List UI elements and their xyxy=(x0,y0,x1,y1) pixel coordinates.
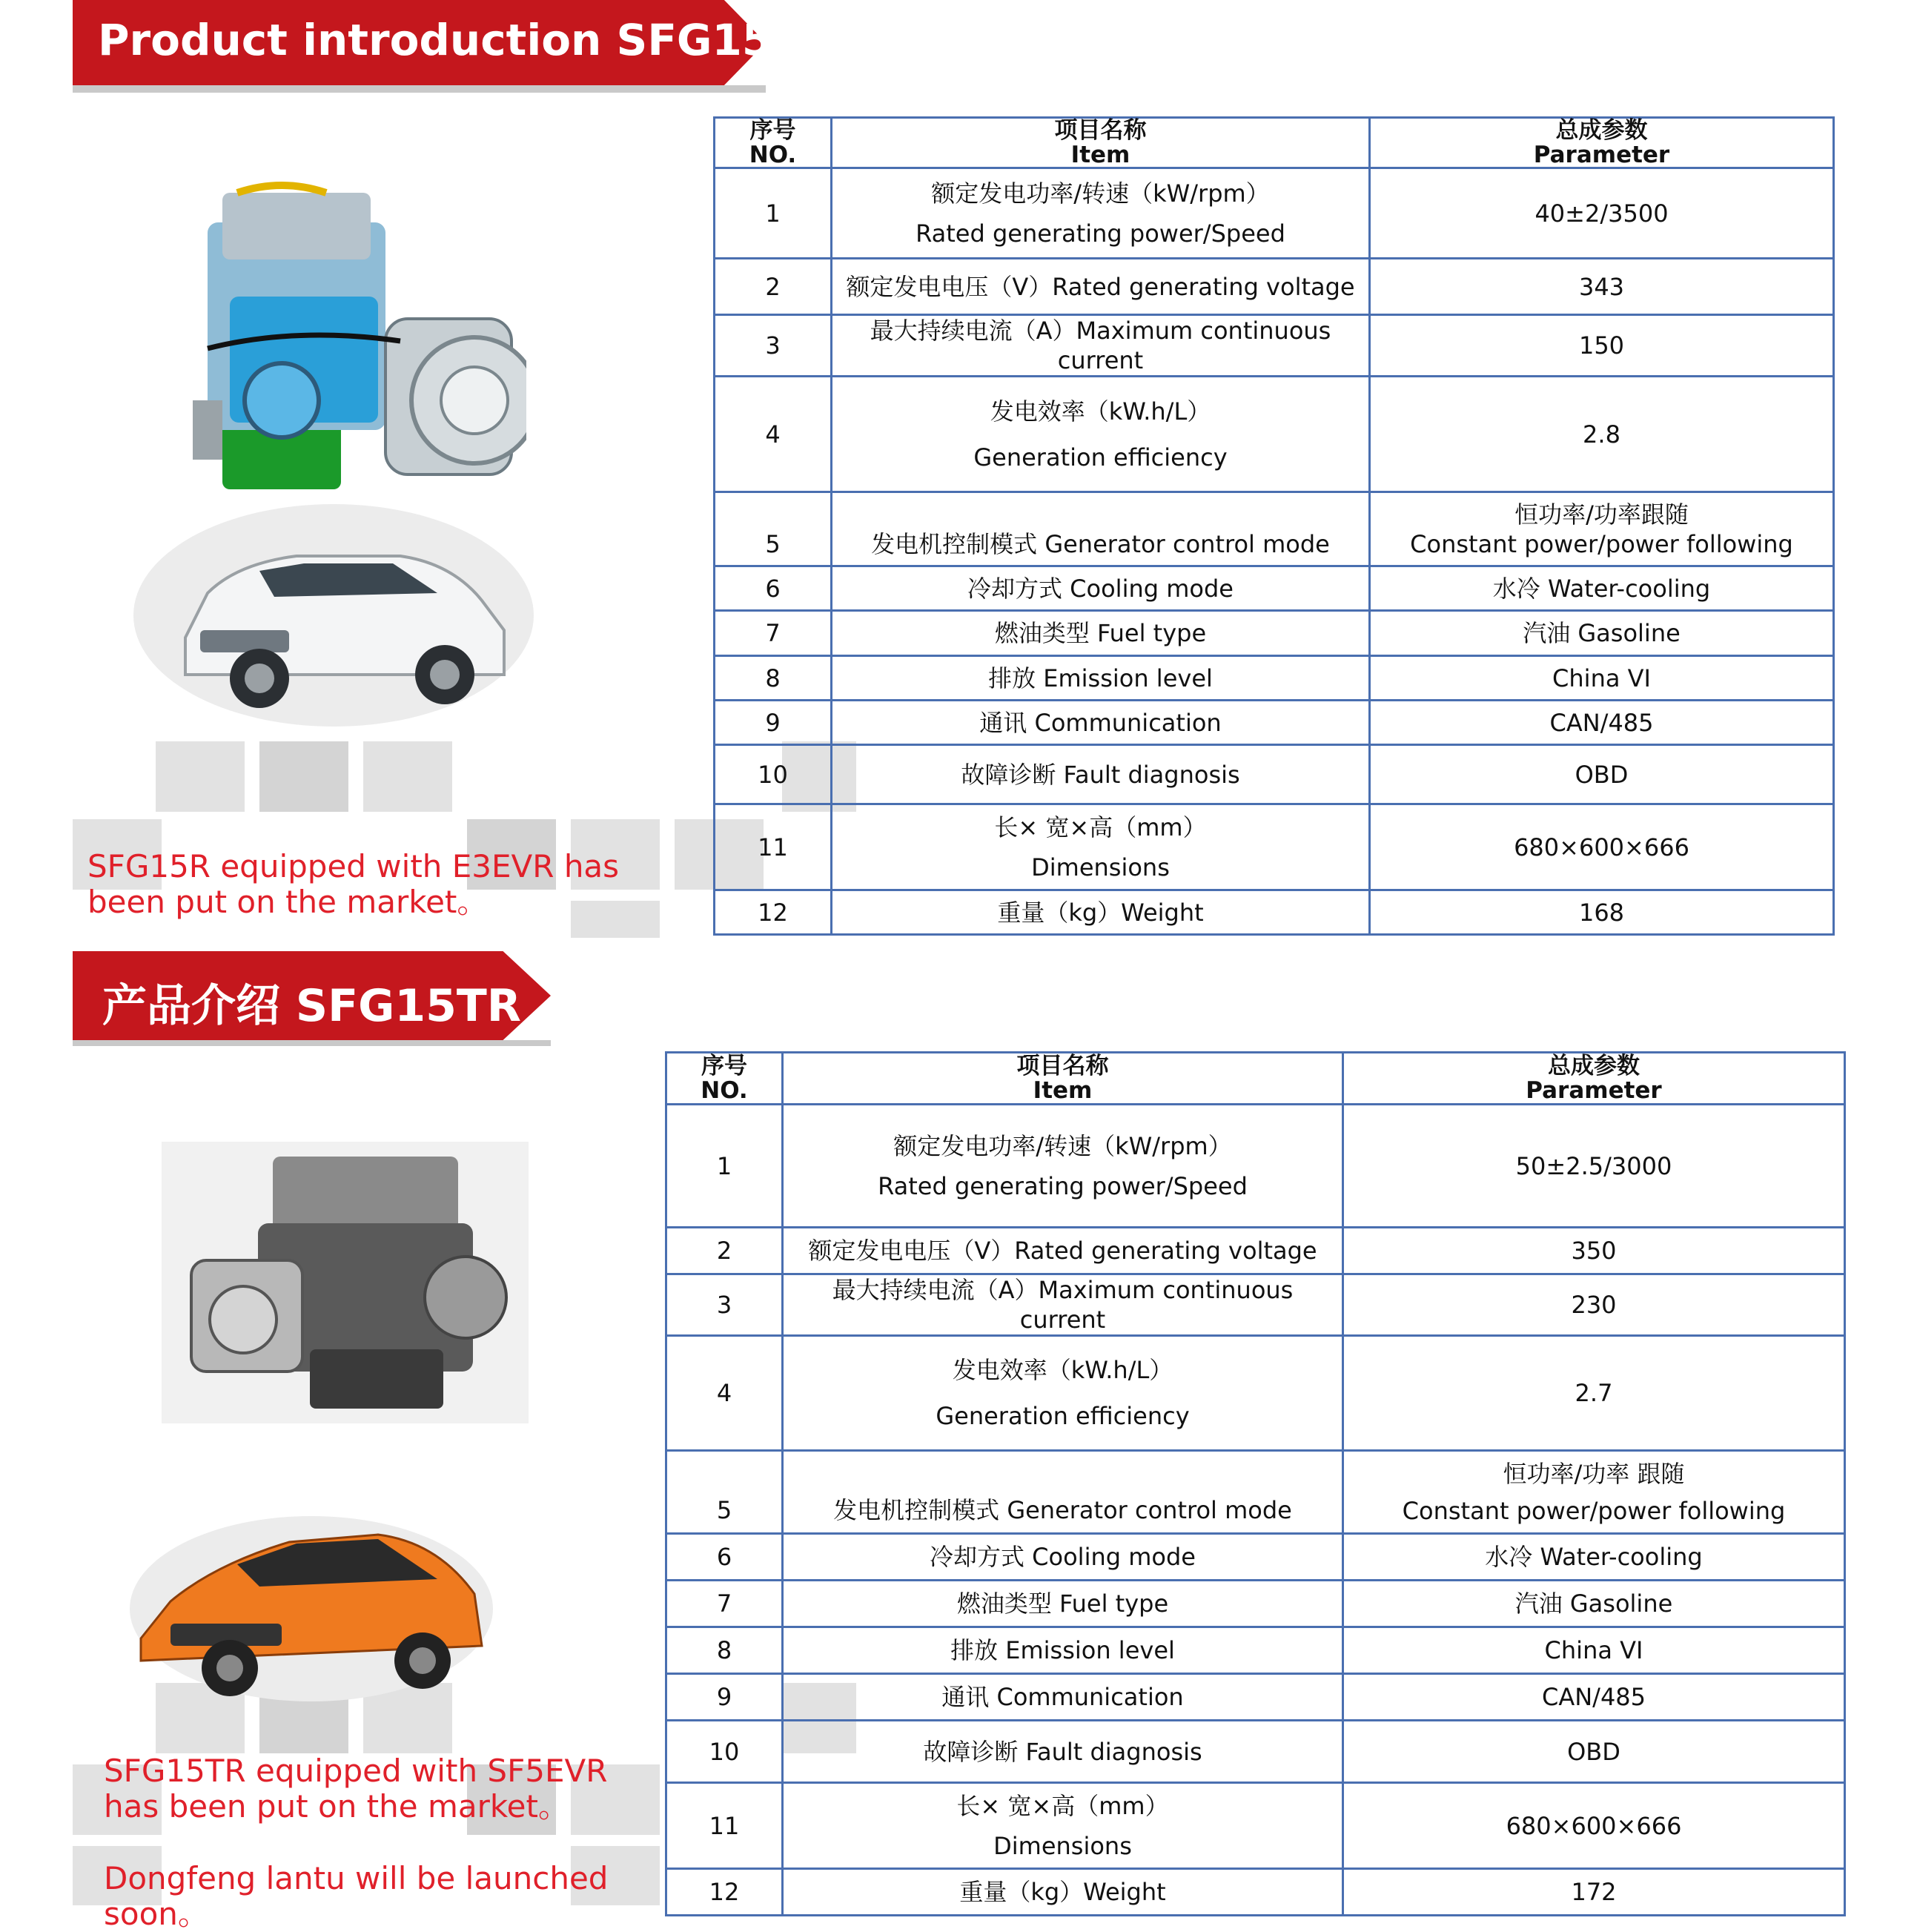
row-param: OBD xyxy=(1370,745,1834,804)
header-no: 序号 NO. xyxy=(715,118,832,168)
row-no: 12 xyxy=(715,890,832,935)
row-item: 发电机控制模式 Generator control mode xyxy=(783,1451,1343,1534)
table-row xyxy=(715,315,1834,377)
row-no: 1 xyxy=(715,168,832,259)
row-item: 重量（kg）Weight xyxy=(832,890,1370,935)
row-item: 燃油类型 Fuel type xyxy=(783,1581,1343,1627)
row-param: 50±2.5/3000 xyxy=(1343,1105,1845,1228)
row-item: 长× 宽×高（mm） Dimensions xyxy=(832,804,1370,890)
row-item: 燃油类型 Fuel type xyxy=(832,611,1370,656)
header-no: 序号 NO. xyxy=(666,1053,783,1105)
row-param: 680×600×666 xyxy=(1343,1783,1845,1869)
table-row xyxy=(666,1451,1845,1534)
row-param: 40±2/3500 xyxy=(1370,168,1834,259)
engine-image-sfg15tr xyxy=(162,1142,529,1423)
row-no: 7 xyxy=(715,611,832,656)
row-item: 最大持续电流（A）Maximum continuous current xyxy=(832,315,1370,377)
table-row xyxy=(666,1534,1845,1581)
row-param: CAN/485 xyxy=(1343,1674,1845,1721)
row-param: 2.7 xyxy=(1343,1336,1845,1451)
row-no: 7 xyxy=(666,1581,783,1627)
table-row xyxy=(666,1336,1845,1451)
row-param: 350 xyxy=(1343,1228,1845,1274)
row-param: 230 xyxy=(1343,1274,1845,1336)
table-row xyxy=(715,259,1834,315)
row-item: 额定发电电压（V）Rated generating voltage xyxy=(783,1228,1343,1274)
row-no: 6 xyxy=(666,1534,783,1581)
row-no: 2 xyxy=(715,259,832,315)
row-item: 重量（kg）Weight xyxy=(783,1869,1343,1916)
header-parameter: 总成参数 Parameter xyxy=(1343,1053,1845,1105)
row-param: 150 xyxy=(1370,315,1834,377)
table-row xyxy=(715,611,1834,656)
table-row xyxy=(715,492,1834,566)
row-item: 通讯 Communication xyxy=(832,701,1370,745)
table-row xyxy=(715,804,1834,890)
row-param: 汽油 Gasoline xyxy=(1370,611,1834,656)
row-no: 3 xyxy=(666,1274,783,1336)
decor-square xyxy=(259,741,348,812)
row-item: 冷却方式 Cooling mode xyxy=(783,1534,1343,1581)
table-row xyxy=(715,377,1834,492)
row-param: 水冷 Water-cooling xyxy=(1370,566,1834,611)
section1-banner xyxy=(73,0,805,93)
row-param: 680×600×666 xyxy=(1370,804,1834,890)
table-row xyxy=(666,1581,1845,1627)
row-item: 故障诊断 Fault diagnosis xyxy=(783,1721,1343,1783)
row-item: 长× 宽×高（mm） Dimensions xyxy=(783,1783,1343,1869)
row-item: 通讯 Communication xyxy=(783,1674,1343,1721)
row-no: 5 xyxy=(666,1451,783,1534)
row-param: China VI xyxy=(1343,1627,1845,1674)
row-item: 发电机控制模式 Generator control mode xyxy=(832,492,1370,566)
row-no: 8 xyxy=(715,656,832,701)
table-row xyxy=(715,701,1834,745)
row-no: 5 xyxy=(715,492,832,566)
row-item: 发电效率（kW.h/L） Generation efficiency xyxy=(783,1336,1343,1451)
row-no: 6 xyxy=(715,566,832,611)
header-item: 项目名称 Item xyxy=(832,118,1370,168)
table-row xyxy=(666,1869,1845,1916)
row-no: 4 xyxy=(666,1336,783,1451)
row-item: 排放 Emission level xyxy=(832,656,1370,701)
row-item: 额定发电电压（V）Rated generating voltage xyxy=(832,259,1370,315)
banner-title: 产品介绍 SFG15TR xyxy=(102,980,521,1032)
table-row xyxy=(715,745,1834,804)
row-item: 额定发电功率/转速（kW/rpm） Rated generating power/Speed xyxy=(832,168,1370,259)
row-item: 最大持续电流（A）Maximum continuous current xyxy=(783,1274,1343,1336)
row-param: 水冷 Water-cooling xyxy=(1343,1534,1845,1581)
row-param: CAN/485 xyxy=(1370,701,1834,745)
row-no: 12 xyxy=(666,1869,783,1916)
table-row xyxy=(666,1105,1845,1228)
row-no: 10 xyxy=(666,1721,783,1783)
table-row xyxy=(666,1674,1845,1721)
row-param: 2.8 xyxy=(1370,377,1834,492)
car-image-sf5evr xyxy=(126,1498,497,1705)
section2-banner xyxy=(73,951,551,1046)
row-no: 10 xyxy=(715,745,832,804)
row-no: 8 xyxy=(666,1627,783,1674)
row-item: 故障诊断 Fault diagnosis xyxy=(832,745,1370,804)
table-row xyxy=(666,1627,1845,1674)
row-no: 9 xyxy=(666,1674,783,1721)
banner-title: Product introduction SFG15R xyxy=(98,15,805,65)
spec-table-sfg15r xyxy=(713,116,1835,936)
row-no: 2 xyxy=(666,1228,783,1274)
row-param: 343 xyxy=(1370,259,1834,315)
row-item: 排放 Emission level xyxy=(783,1627,1343,1674)
header-item: 项目名称 Item xyxy=(783,1053,1343,1105)
table-row xyxy=(715,168,1834,259)
table-row xyxy=(666,1228,1845,1274)
table-row xyxy=(666,1721,1845,1783)
spec-table-sfg15tr xyxy=(665,1051,1846,1916)
section2-note: SFG15TR equipped with SF5EVR has been put on the market。 xyxy=(104,1753,608,1825)
row-param: 汽油 Gasoline xyxy=(1343,1581,1845,1627)
row-no: 4 xyxy=(715,377,832,492)
row-param: OBD xyxy=(1343,1721,1845,1783)
table-row xyxy=(666,1783,1845,1869)
decor-square xyxy=(363,741,452,812)
header-parameter: 总成参数 Parameter xyxy=(1370,118,1834,168)
table-header-row xyxy=(666,1053,1845,1105)
table-row xyxy=(715,656,1834,701)
table-row xyxy=(666,1274,1845,1336)
row-no: 9 xyxy=(715,701,832,745)
banner-shadow xyxy=(73,85,766,93)
table-header-row xyxy=(715,118,1834,168)
row-param: 恒功率/功率 跟随 Constant power/power following xyxy=(1343,1451,1845,1534)
engine-image-sfg15r xyxy=(178,178,526,497)
section2-note-launch: Dongfeng lantu will be launched soon。 xyxy=(104,1860,609,1932)
row-param: China VI xyxy=(1370,656,1834,701)
section1-note: SFG15R equipped with E3EVR has been put on the market。 xyxy=(87,848,620,920)
row-param: 恒功率/功率跟随 Constant power/power following xyxy=(1370,492,1834,566)
decor-square xyxy=(156,741,245,812)
row-param: 168 xyxy=(1370,890,1834,935)
row-no: 3 xyxy=(715,315,832,377)
row-item: 发电效率（kW.h/L） Generation efficiency xyxy=(832,377,1370,492)
row-item: 额定发电功率/转速（kW/rpm） Rated generating power/Speed xyxy=(783,1105,1343,1228)
row-param: 172 xyxy=(1343,1869,1845,1916)
row-no: 11 xyxy=(666,1783,783,1869)
banner-shadow xyxy=(73,1040,551,1046)
row-no: 1 xyxy=(666,1105,783,1228)
row-item: 冷却方式 Cooling mode xyxy=(832,566,1370,611)
table-row xyxy=(715,566,1834,611)
row-no: 11 xyxy=(715,804,832,890)
table-row xyxy=(715,890,1834,935)
car-image-e3evr xyxy=(126,482,541,741)
